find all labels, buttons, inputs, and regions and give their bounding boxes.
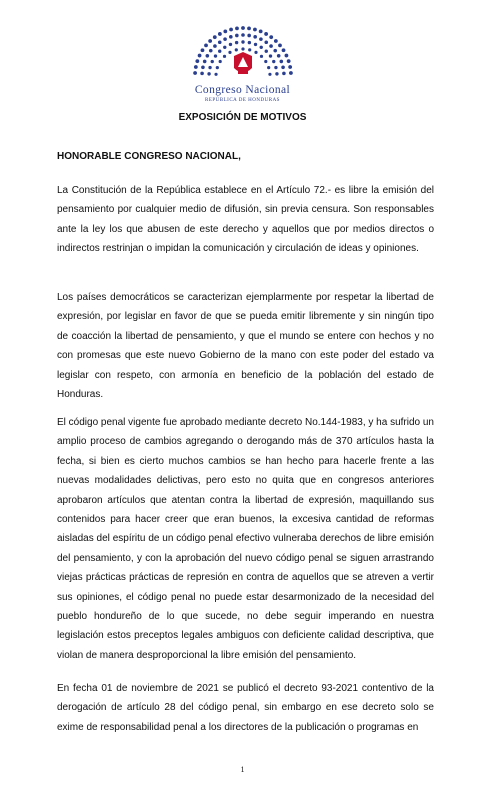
seat-dot: [241, 47, 244, 50]
logo-name: Congreso Nacional: [194, 84, 291, 96]
seat-dot: [259, 29, 263, 33]
seat-dot: [259, 37, 263, 41]
seat-dot: [223, 37, 227, 41]
seat-dot: [208, 39, 212, 43]
seat-dot: [235, 26, 239, 30]
seat-dot: [193, 71, 197, 75]
seat-dot: [209, 49, 213, 53]
seat-dot: [223, 29, 227, 33]
seat-dot: [274, 39, 278, 43]
seat-dot: [289, 71, 293, 75]
seat-dot: [206, 54, 210, 58]
seat-dot: [288, 65, 292, 69]
coat-of-arms-icon: [234, 52, 252, 74]
seat-dot: [254, 43, 257, 46]
seat-dot: [248, 41, 251, 44]
seat-dot: [254, 51, 257, 54]
seat-dot: [269, 54, 272, 57]
seat-dot: [269, 35, 273, 39]
seat-dot: [282, 72, 286, 76]
seat-dot: [214, 73, 217, 76]
seat-dot: [241, 26, 245, 30]
seat-dot: [248, 48, 251, 51]
seat-dot: [281, 66, 285, 70]
seat-dot: [247, 26, 251, 30]
seat-dot: [247, 34, 251, 38]
seat-dot: [280, 60, 284, 64]
seat-dot: [253, 28, 257, 32]
seat-dot: [277, 54, 281, 58]
seat-dot: [201, 48, 205, 52]
seat-dot: [223, 46, 226, 49]
seat-dot: [253, 35, 257, 39]
seat-dot: [241, 40, 244, 43]
seat-dot: [275, 72, 278, 75]
seat-dot: [268, 73, 271, 76]
seat-dot: [213, 35, 217, 39]
seat-dot: [287, 59, 291, 63]
seat-dot: [272, 60, 275, 63]
seat-dot: [229, 43, 232, 46]
document-title: EXPOSICIÓN DE MOTIVOS: [178, 112, 307, 123]
seat-dot: [213, 44, 217, 48]
seat-dot: [211, 60, 214, 63]
seat-dot: [282, 48, 286, 52]
seat-dot: [235, 48, 238, 51]
seat-dot: [218, 40, 222, 44]
seat-dot: [267, 66, 270, 69]
congress-logo: [0, 0, 485, 108]
seat-dot: [241, 33, 245, 37]
seat-dot: [223, 55, 226, 58]
seat-dot: [229, 28, 233, 32]
seat-dot: [228, 51, 231, 54]
seat-dot: [204, 44, 208, 48]
seat-dot: [265, 50, 268, 53]
seat-dot: [219, 60, 222, 63]
seat-dot: [264, 32, 268, 36]
seat-dot: [260, 46, 263, 49]
seat-dot: [264, 60, 267, 63]
seat-dot: [218, 50, 221, 53]
seat-dot: [235, 41, 238, 44]
seat-dot: [203, 60, 207, 64]
paragraph-penal-code: El código penal vigente fue aprobado mediante decreto No.144-1983, y ha sufrido un amplio proceso de cambios agregando o derogando más de 370 artículos hasta la fecha, si bien es cierto muchos cambios se han hecho para hacerle frente a las nuevas modalidades delictivas, pero esto no quita que en congresos anteriores aprobaron artículos que atentan contra la libertad de expresión, maquillando sus contenidos para hacer creer que eran buenos, la excesiva cantidad de reformas aisladas del espíritu de un código penal efectivo vulneraba derechos de libre emisión del pensamiento, y con la aprobación del nuevo código penal se siguen arrastrando viejas prácticas prácticas de represión en contra de aquellos que se atreven a vertir sus opiniones, el código penal no puede estar desarmonizado de la necesidad del pueblo hondureño de lo que sucede, no debe seguir imperando en nuestra legislación estos preceptos legales ambiguos con deficiente calidad descriptiva, que violan de manera desproporcional la libre emisión del pensamiento.: [57, 417, 434, 661]
seat-dot: [218, 32, 222, 36]
seat-dot: [200, 72, 204, 76]
paragraph-democracies: Los países democráticos se caracterizan ejemplarmente por respetar la libertad de expresión, por legislar en favor de que se pueda emitir libremente y sin ningún tipo de coacción la libertad de pensamiento, y que el mundo se entere con hechos y no con promesas que este nuevo Gobierno de la mano con este poder del estado va legislar con respeto, con armonía en beneficio de la población del estado de Honduras.: [57, 292, 434, 401]
seat-dot: [274, 66, 277, 69]
seat-dot: [214, 54, 217, 57]
seat-dot: [260, 55, 263, 58]
logo-subtitle: REPÚBLICA DE HONDURAS: [205, 98, 280, 103]
seat-dot: [273, 49, 277, 53]
seat-dot: [201, 66, 205, 70]
seat-dot: [235, 34, 239, 38]
seat-dot: [278, 44, 282, 48]
salutation: HONORABLE CONGRESO NACIONAL,: [57, 151, 241, 162]
seat-dot: [264, 40, 268, 44]
seat-dot: [208, 66, 211, 69]
seat-dot: [229, 35, 233, 39]
seat-dot: [269, 44, 273, 48]
paragraph-constitution: La Constitución de la República establece en el Artículo 72.- es libre la emisión del pensamiento por cualquier medio de difusión, sin previa censura. Son responsables ante la ley los que abusen de este derecho y aquellos que por medios directos o indirectos restrinjan o impidan la comunicación y circulación de ideas y opiniones.: [57, 185, 434, 255]
seat-dot: [285, 54, 289, 58]
congress-seal-icon: [188, 22, 298, 84]
seat-dot: [198, 54, 202, 58]
seat-dot: [195, 59, 199, 63]
page-number: 1: [240, 765, 245, 774]
seat-dot: [216, 66, 219, 69]
seat-dot: [207, 72, 210, 75]
seat-dot: [194, 65, 198, 69]
paragraph-decree: En fecha 01 de noviembre de 2021 se publicó el decreto 93-2021 contentivo de la derogación de artículo 28 del código penal, sin embargo en ese decreto solo se exime de responsabilidad penal a los directores de la publicación o programas en: [57, 683, 434, 733]
